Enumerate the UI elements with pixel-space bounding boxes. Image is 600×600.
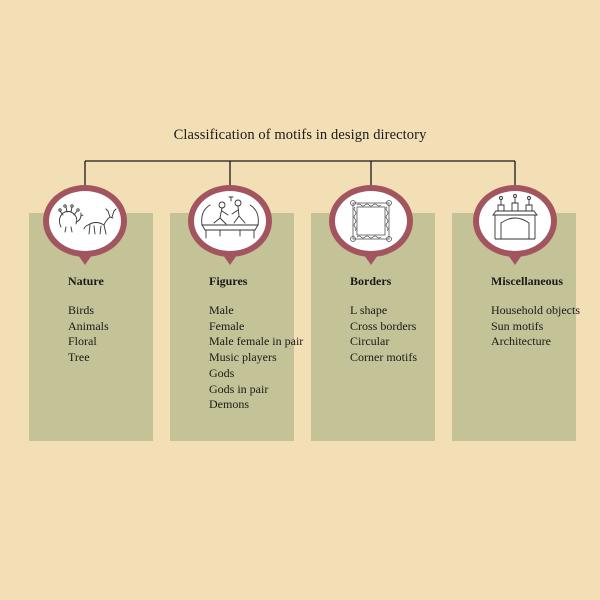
list-item: L shape: [350, 303, 388, 317]
category-heading: Nature: [68, 274, 104, 288]
list-item: Corner motifs: [350, 350, 417, 365]
list-item: Gods: [209, 365, 235, 380]
category-items: [68, 303, 109, 366]
figures-badge: [186, 181, 274, 269]
list-item: Floral: [68, 334, 97, 349]
diagram-title: Classification of motifs in design directory: [173, 127, 427, 143]
category-items: [209, 303, 303, 413]
list-item: Gods in pair: [209, 381, 269, 396]
list-item: Cross borders: [350, 318, 417, 333]
list-item: Female: [209, 318, 245, 333]
list-item: Birds: [68, 303, 95, 317]
list-item: Sun motifs: [491, 318, 544, 333]
list-item: Male: [209, 303, 234, 317]
list-item: Animals: [68, 318, 109, 333]
category-heading: Figures: [209, 274, 248, 288]
nature-badge: [41, 181, 129, 269]
list-item: Male female in pair: [209, 334, 304, 349]
list-item: Demons: [209, 397, 249, 412]
list-item: Circular: [350, 334, 390, 349]
list-item: Music players: [209, 350, 277, 365]
borders-badge: [327, 181, 415, 269]
list-item: Architecture: [491, 334, 551, 349]
list-item: Tree: [68, 350, 90, 365]
category-heading: Borders: [350, 274, 392, 288]
miscellaneous-badge: [471, 181, 559, 269]
category-items: [491, 303, 580, 350]
category-items: [350, 303, 417, 366]
list-item: Household objects: [491, 303, 580, 317]
category-heading: Miscellaneous: [491, 274, 563, 288]
